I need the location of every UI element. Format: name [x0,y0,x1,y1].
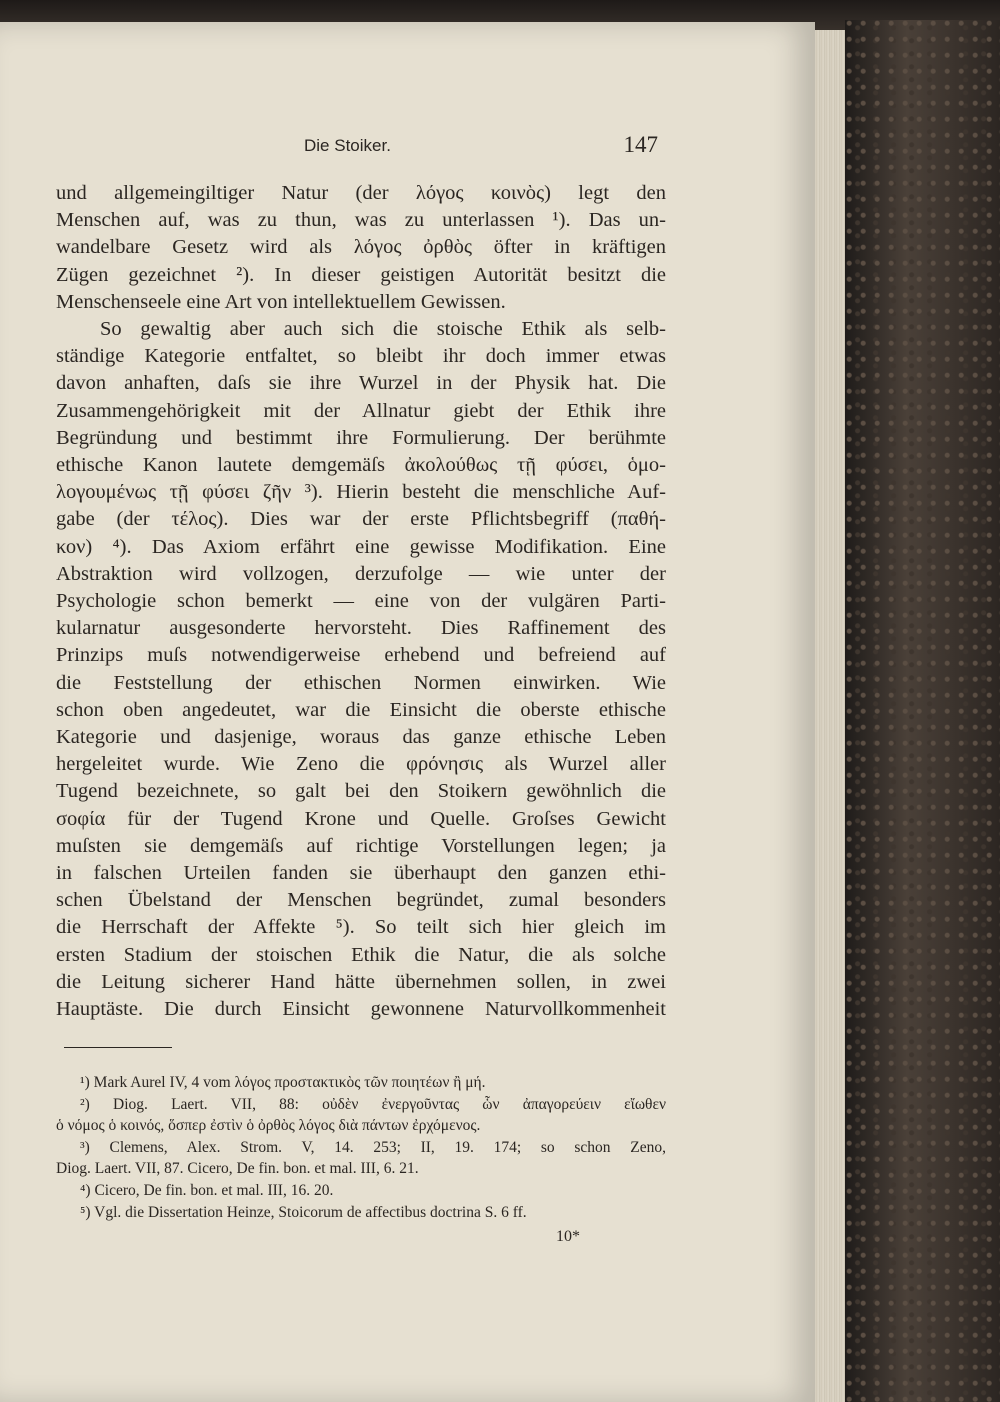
footnote-4: ⁴) Cicero, De fin. bon. et mal. III, 16. 20. [80,1181,334,1199]
text-line: die Herrschaft der Affekte ⁵). So teilt sich hier gleich im [56,916,666,939]
text-line: Tugend bezeichnete, so galt bei den Stoikern gewöhnlich die [56,780,666,803]
text-line: Kategorie und dasjenige, woraus das ganze ethische Leben [56,726,666,749]
text-line: So gewaltig aber auch sich die stoische Ethik als selb- [100,318,666,341]
main-text [56,180,666,1023]
text-line: ersten Stadium der stoischen Ethik die Natur, die als solche [56,943,666,966]
footnote-3: ³) Clemens, Alex. Strom. V, 14. 253; II, 19. 174; so schon Zeno, [80,1138,666,1156]
text-line: muſsten sie demgemäſs auf richtige Vorstellungen legen; ja [56,834,666,857]
footnotes [56,1072,666,1223]
text-line: die Leitung sicherer Hand hätte übernehmen sollen, in zwei [56,970,666,993]
running-title: Die Stoiker. [304,136,391,155]
text-line: Abstraktion wird vollzogen, derzufolge — wie unter der [56,562,666,585]
footnote-5: ⁵) Vgl. die Dissertation Heinze, Stoicorum de affectibus doctrina S. 6 ff. [80,1203,527,1221]
signature-mark: 10* [556,1228,580,1245]
page-block-edges [815,30,845,1402]
text-line: Begründung und bestimmt ihre Formulierung. Der berühmte [56,426,666,449]
text-line: Menschenseele eine Art von intellektuellem Gewissen. [56,290,506,313]
text-line: κον) ⁴). Das Axiom erfährt eine gewisse Modifikation. Eine [56,535,666,558]
text-line: davon anhaften, daſs sie ihre Wurzel in der Physik hat. Die [56,372,666,395]
text-line: Menschen auf, was zu thun, was zu unterlassen ¹). Das un- [56,209,666,232]
text-line: gabe (der τέλος). Dies war der erste Pflichtsbegriff (παθή- [56,508,666,531]
text-line: schon oben angedeutet, war die Einsicht die oberste ethische [56,698,666,721]
footnote-2-continued: ὁ νόμος ὁ κοινός, ὅσπερ ἐστὶν ὁ ὀρθὸς λόγος διὰ πάντων ἐρχόμενος. [56,1117,481,1135]
page-number: 147 [623,132,658,157]
text-line: Prinzips muſs notwendigerweise erhebend und befreiend auf [56,644,666,667]
page-header [56,132,660,162]
text-line: die Feststellung der ethischen Normen einwirken. Wie [56,671,666,694]
text-line: ständige Kategorie entfaltet, so bleibt ihr doch immer etwas [56,345,666,368]
text-line: schen Übelstand der Menschen begründet, zumal besonders [56,889,666,912]
text-line: Zügen gezeichnet ²). In dieser geistigen Autorität besitzt die [56,263,666,286]
text-line: λογουμένως τῇ φύσει ζῆν ³). Hierin besteht die menschliche Auf- [56,481,666,504]
footnote-rule [64,1047,172,1048]
book-cover-edge [845,20,1000,1402]
text-line: wandelbare Gesetz wird als λόγος ὀρθὸς öfter in kräftigen [56,236,666,259]
text-line: in falschen Urteilen fanden sie überhaupt den ganzen ethi- [56,862,666,885]
footnote-2: ²) Diog. Laert. VII, 88: οὐδὲν ἐνεργοῦντας ὧν ἀπαγορεύειν εἴωθεν [80,1095,666,1113]
text-line: σοφία für der Tugend Krone und Quelle. Groſses Gewicht [56,807,666,830]
text-line: Psychologie schon bemerkt — eine von der vulgären Parti- [56,590,666,613]
text-line: ethische Kanon lautete demgemäſs ἀκολούθως τῇ φύσει, ὁμο- [56,454,666,477]
text-line: Zusammengehörigkeit mit der Allnatur giebt der Ethik ihre [56,399,666,422]
text-line: kularnatur ausgesonderte hervorsteht. Dies Raffinement des [56,617,666,640]
footnote-1: ¹) Mark Aurel IV, 4 vom λόγος προστακτικὸς τῶν ποιητέων ἢ μή. [80,1074,486,1091]
footnote-3-continued: Diog. Laert. VII, 87. Cicero, De fin. bon. et mal. III, 6. 21. [56,1160,419,1178]
text-line: Hauptäste. Die durch Einsicht gewonnene Naturvollkommenheit [56,998,666,1021]
text-line: hergeleitet wurde. Wie Zeno die φρόνησις als Wurzel aller [56,753,666,776]
text-line: und allgemeingiltiger Natur (der λόγος κοινὸς) legt den [56,182,666,204]
